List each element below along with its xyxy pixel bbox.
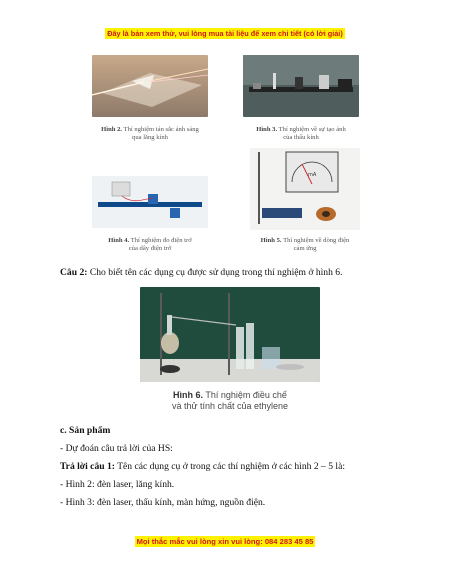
question-2: Câu 2: Cho biết tên các dụng cụ được sử dụng trong thí nghiệm ở hình 6. (60, 267, 343, 278)
figure-6-caption: Hình 6. Thí nghiệm điều chế và thử tính chất của ethylene (171, 390, 289, 411)
figure-2-photo (92, 55, 208, 117)
svg-text:mA: mA (308, 172, 317, 178)
figure-5-caption: Hình 5. Thí nghiệm về dòng điện cảm ứng (260, 237, 350, 252)
answer-bullet: - Hình 2: đèn laser, lăng kính. (60, 479, 175, 490)
figure-5-photo (250, 148, 360, 230)
figure-3-caption: Hình 3. Thí nghiệm về sự tạo ảnh của thấu kính (256, 126, 346, 141)
figure-4-caption: Hình 4. Thí nghiệm đo điện trở của dây điện trở (108, 237, 192, 252)
contact-banner-text: Mọi thắc mắc vui lòng xin vui lòng: 084 283 45 85 (136, 537, 314, 546)
figure-4-photo (92, 176, 208, 228)
figure-3-photo (243, 55, 359, 117)
figure-6-photo (140, 287, 320, 382)
predict-line: - Dự đoán câu trả lời của HS: (60, 443, 173, 454)
contact-banner (0, 537, 450, 546)
preview-banner (0, 29, 450, 38)
section-title: c. Sản phẩm (60, 425, 111, 436)
answer-bullet: - Hình 3: đèn laser, thấu kính, màn hứng, nguồn điện. (60, 497, 266, 508)
preview-banner-text: Đây là bản xem thử, vui lòng mua tài liệu để xem chi tiết (có lời giải) (107, 29, 343, 38)
figure-2-caption: Hình 2. Thí nghiệm tán sắc ánh sáng qua lăng kính (101, 126, 199, 141)
answer-1: Trả lời câu 1: Tên các dụng cụ ở trong các thí nghiệm ở các hình 2 – 5 là: (60, 461, 345, 472)
